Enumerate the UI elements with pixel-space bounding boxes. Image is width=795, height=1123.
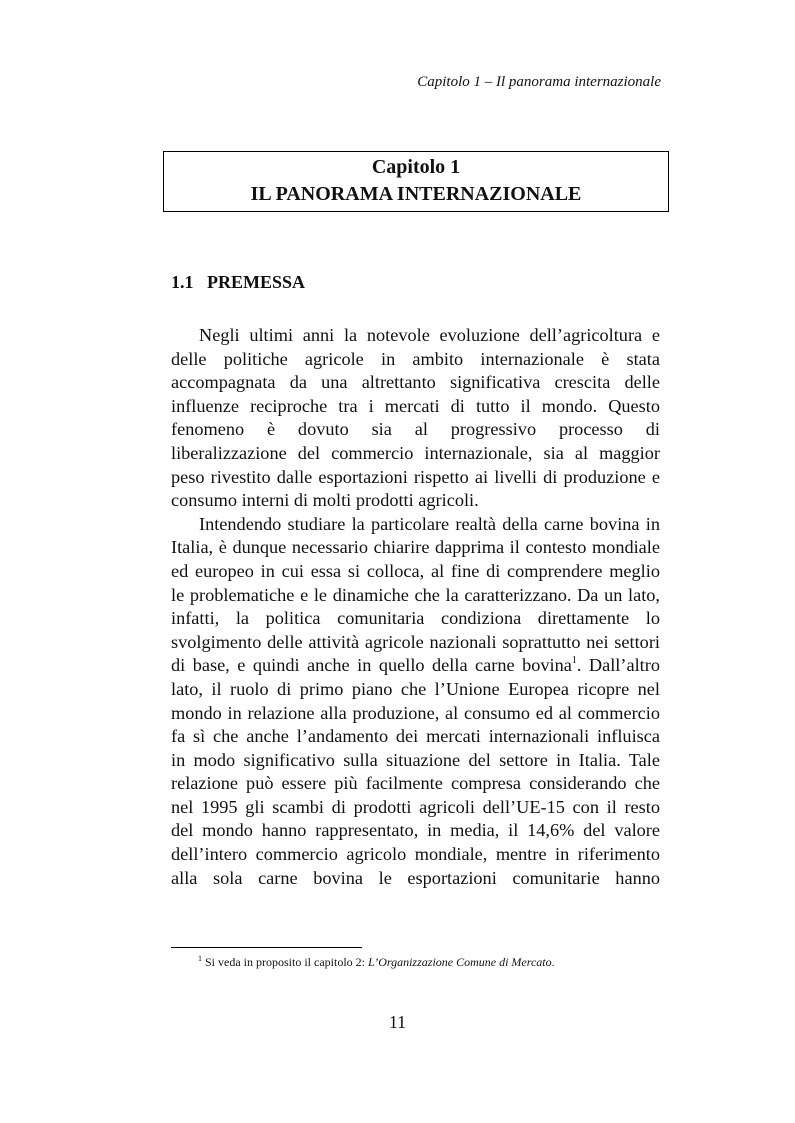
- text-line-with-footnote: [171, 654, 660, 678]
- text-line: delle politiche agricole in ambito internazionale è stata: [171, 348, 660, 369]
- running-header: Capitolo 1 – Il panorama internazionale: [417, 74, 661, 90]
- text-line: del mondo hanno rappresentato, in media, il 14,6% del valore: [171, 820, 660, 841]
- text-line: Negli ultimi anni la notevole evoluzione dell’agricoltura e: [199, 325, 660, 345]
- text-line: Italia, è dunque necessario chiarire dapprima il contesto mondiale: [171, 537, 660, 558]
- footnote-end: .: [551, 955, 555, 969]
- text-line: in modo significativo sulla situazione del settore in Italia. Tale: [171, 749, 660, 770]
- chapter-title-box: [163, 151, 669, 212]
- footnote: [198, 955, 555, 970]
- text-line: consumo interni di molti prodotti agricoli.: [171, 490, 479, 511]
- text-fragment: di base, e quindi anche in quello della carne bovina: [171, 655, 572, 676]
- text-line: Intendendo studiare la particolare realtà della carne bovina in: [199, 513, 660, 534]
- footnote-reference[interactable]: 1: [571, 655, 577, 667]
- section-heading: [171, 272, 305, 293]
- text-line: fa sì che anche l’andamento dei mercati internazionali influisca: [171, 726, 660, 747]
- text-line: influenze reciproche tra i mercati di tutto il mondo. Questo: [171, 395, 660, 416]
- text-fragment: . Dall’altro: [576, 655, 660, 676]
- text-line: dell’intero commercio agricolo mondiale, mentre in riferimento: [171, 844, 660, 865]
- text-line: mondo in relazione alla produzione, al consumo ed al commercio: [171, 702, 660, 723]
- text-line: lato, il ruolo di primo piano che l’Unione Europea ricopre nel: [171, 678, 660, 699]
- chapter-title: IL PANORAMA INTERNAZIONALE: [250, 183, 582, 205]
- text-line: ed europeo in cui essa si colloca, al fine di comprendere meglio: [171, 560, 660, 581]
- body-text: [171, 324, 660, 890]
- text-line: peso rivestito dalle esportazioni rispetto ai livelli di produzione e: [171, 466, 660, 487]
- footnote-text: Si veda in proposito il capitolo 2:: [205, 955, 368, 969]
- text-line: infatti, la politica comunitaria condiziona direttamente lo: [171, 608, 660, 629]
- page-number: 11: [388, 1012, 407, 1032]
- text-line: svolgimento delle attività agricole nazionali soprattutto nei settori: [171, 631, 660, 652]
- footnote-divider: [171, 947, 362, 948]
- text-line: nel 1995 gli scambi di prodotti agricoli dell’UE-15 con il resto: [171, 796, 660, 817]
- text-line: alla sola carne bovina le esportazioni comunitarie hanno: [171, 867, 660, 888]
- text-line: relazione può essere più facilmente compresa considerando che: [171, 773, 660, 794]
- text-line: liberalizzazione del commercio internazionale, sia al maggior: [171, 442, 660, 463]
- text-line: accompagnata da una altrettanto significativa crescita delle: [171, 372, 660, 393]
- footnote-ref-title: L’Organizzazione Comune di Mercato: [367, 955, 552, 969]
- text-line: le problematiche e le dinamiche che la caratterizzano. Da un lato,: [171, 584, 660, 605]
- section-title: PREMESSA: [207, 272, 306, 292]
- text-line: fenomeno è dovuto sia al progressivo processo di: [171, 419, 660, 440]
- chapter-number-label: Capitolo 1: [371, 156, 461, 178]
- section-number: 1.1: [171, 272, 194, 292]
- footnote-number: 1: [198, 954, 202, 963]
